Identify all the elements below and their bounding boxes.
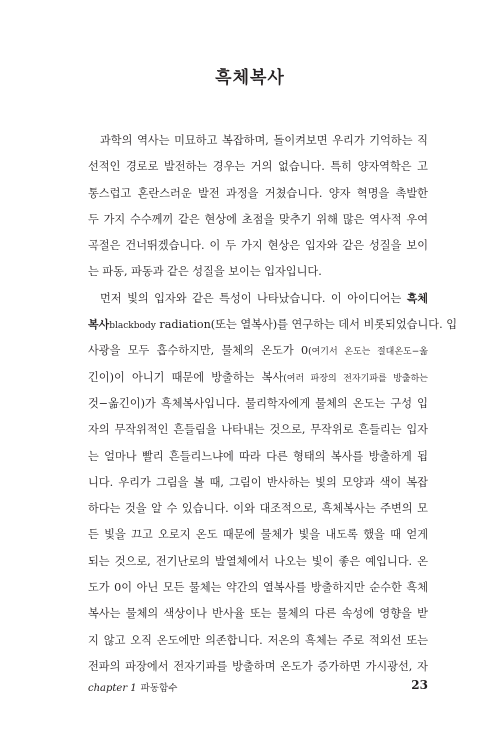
page-number: 23 [411, 678, 428, 692]
text-line: 니다. 우리가 그림을 볼 때, 그림이 반사하는 빛의 모양과 색이 복잡 [88, 475, 428, 489]
translator-note: (여기서 온도는 절대온도−옮 [308, 347, 428, 358]
text-line: 는 얼마나 빨리 흔들리느냐에 따라 다른 형태의 복사를 방출하게 됩 [88, 449, 428, 463]
running-footer [88, 680, 177, 694]
text-line: 통스럽고 혼란스러운 발전 과정을 거쳤습니다. 양자 혁명을 촉발한 [88, 186, 428, 200]
line-text: 긴이)이 아니기 때문에 방출하는 복사 [88, 370, 284, 384]
bold-term: 복사 [88, 318, 110, 332]
text-line: 것−옮긴이)가 흑체복사입니다. 물리학자에게 물체의 온도는 구성 입 [88, 396, 428, 410]
text-line: 복사는 물체의 색상이나 반사율 또는 물체의 다른 속성에 영향을 받 [88, 607, 428, 621]
text-line: 지 않고 오직 온도에만 의존합니다. 저온의 흑체는 주로 적외선 또는 [88, 633, 428, 647]
text-line: 전파의 파장에서 전자기파를 방출하며 온도가 증가하면 가시광선, 자 [88, 659, 428, 673]
text-line: 과학의 역사는 미묘하고 복잡하며, 돌이켜보면 우리가 기억하는 직 [100, 134, 428, 147]
text-line: 자의 무작위적인 흔들림을 나타내는 것으로, 무작위로 흔들리는 입자 [88, 423, 428, 437]
text-line: 는 파동, 파동과 같은 성질을 보이는 입자입니다. [88, 265, 322, 279]
text-line: 두 가지 수수께끼 같은 현상에 초점을 맞추기 위해 많은 역사적 우여 [88, 212, 428, 226]
text-line: 선적인 경로로 발전하는 경우는 거의 없습니다. 특히 양자역학은 고 [88, 160, 428, 174]
text-line [88, 312, 458, 338]
text-line [88, 365, 428, 391]
text-line: 곡절은 건너뛰겠습니다. 이 두 가지 현상은 입자와 같은 성질을 보이 [88, 239, 428, 253]
chapter-label: chapter 1 [88, 683, 137, 694]
section-title: 흑체복사 [215, 68, 285, 88]
bold-term: 흑체 [406, 291, 428, 305]
text-line: 하다는 것을 알 수 있습니다. 이와 대조적으로, 흑체복사는 주변의 모 [88, 502, 428, 516]
line-text: 사광을 모두 흡수하지만, 물체의 온도가 0 [88, 344, 309, 358]
line-start: 먼저 빛의 입자와 같은 특성이 나타났습니다. 이 아이디어는 [100, 291, 402, 305]
translator-note: (여러 파장의 전자기파를 방출하는 [283, 373, 428, 384]
text-line [88, 338, 428, 364]
body-text [88, 128, 458, 680]
english-term: blackbody [109, 321, 156, 332]
line-text: radiation(또는 열복사)를 연구하는 데서 비롯되었습니다. 입 [159, 318, 458, 332]
text-line: 든 빛을 끄고 오로지 온도 때문에 물체가 빛을 내도록 했을 때 얻게 [88, 528, 428, 542]
text-line [88, 286, 428, 312]
chapter-title: 파동함수 [140, 683, 178, 694]
text-line: 도가 0이 아닌 모든 물체는 약간의 열복사를 방출하지만 순수한 흑체 [88, 581, 428, 595]
text-line: 되는 것으로, 전기난로의 발열체에서 나오는 빛이 좋은 예입니다. 온 [88, 554, 428, 568]
